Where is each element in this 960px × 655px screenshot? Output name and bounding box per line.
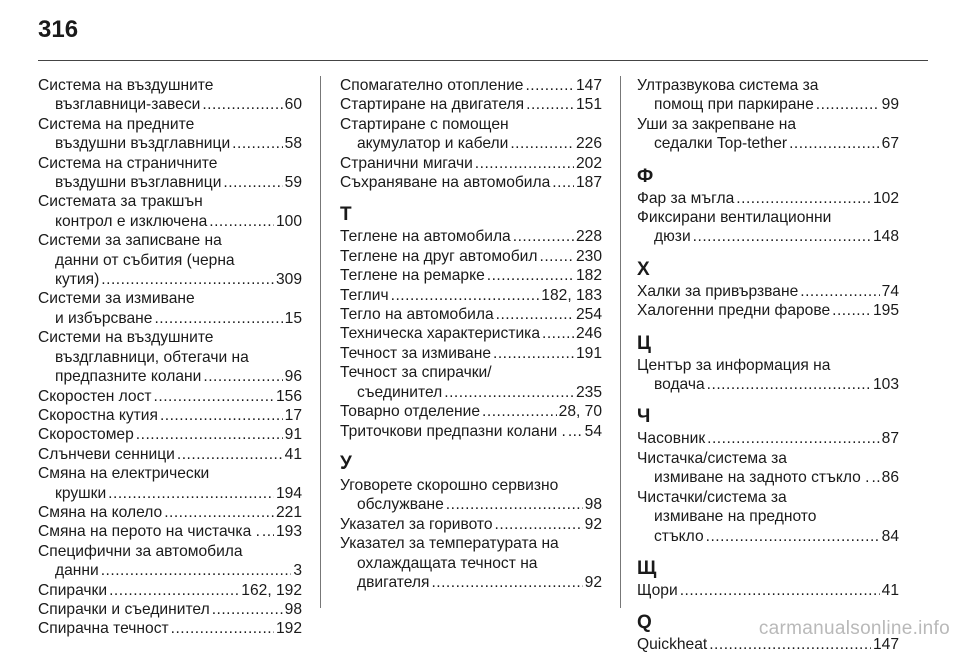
index-column-1 <box>38 76 302 639</box>
entry-text: Теглене на ремарке <box>340 267 485 285</box>
entry-page-ref: 103 <box>872 376 899 394</box>
entry-page-ref: 99 <box>881 96 899 114</box>
entry-text: Течност за измиване <box>340 344 491 362</box>
entry-text: охлаждащата течност на <box>357 554 538 572</box>
entry-text: водача <box>654 376 705 394</box>
entry-text: Течност за спирачки/ <box>340 364 492 382</box>
entry-text: Системи за записване на <box>38 232 222 250</box>
index-entry <box>637 115 899 154</box>
entry-page-ref: 60 <box>284 96 302 114</box>
entry-text: и избърсване <box>55 309 153 327</box>
index-entry <box>38 464 302 503</box>
index-entry <box>637 581 899 600</box>
dot-leader <box>209 212 274 231</box>
entry-page-ref: 221 <box>275 503 302 521</box>
dot-leader <box>487 266 574 285</box>
entry-page-ref: 92 <box>584 573 602 591</box>
dot-leader <box>832 301 871 320</box>
index-column-3 <box>637 76 899 655</box>
index-entry <box>38 503 302 522</box>
entry-page-ref: 309 <box>275 271 302 289</box>
entry-page-ref: 162, 192 <box>241 581 302 599</box>
index-entry <box>340 115 602 154</box>
entry-text: предпазните колани <box>55 368 202 386</box>
entry-text: Ултразвукова система за <box>637 77 819 94</box>
entry-page-ref: 151 <box>575 96 602 114</box>
entry-text: Специфични за автомобила <box>38 542 243 560</box>
dot-leader <box>707 429 880 448</box>
entry-text: Теглич <box>340 286 389 304</box>
entry-page-ref: 195 <box>872 302 899 320</box>
index-entry <box>637 208 899 247</box>
entry-text: Уши за закрепване на <box>637 115 797 133</box>
entry-text: Уговорете скорошно сервизно <box>340 476 559 494</box>
index-entry <box>340 76 602 95</box>
index-entry <box>38 425 302 444</box>
dot-leader <box>171 619 274 638</box>
entry-text: Халки за привързване <box>637 282 799 300</box>
entry-text: обслужване <box>357 496 444 514</box>
entry-text: въздглавници, обтегачи на <box>55 348 249 366</box>
index-entry <box>38 154 302 193</box>
entry-text: Скоростен лост <box>38 387 152 405</box>
entry-text: двигателя <box>357 573 430 591</box>
entry-page-ref: 235 <box>575 383 602 401</box>
entry-text: измиване на задното стъкло . <box>654 469 870 487</box>
entry-page-ref: 84 <box>881 527 899 545</box>
dot-leader <box>223 173 282 192</box>
entry-text: Съхраняване на автомобила <box>340 174 551 192</box>
index-entry <box>38 445 302 464</box>
entry-page-ref: 98 <box>284 600 302 618</box>
entry-text: Система на въздушните <box>38 77 214 94</box>
entry-text: Quickheat <box>637 636 708 654</box>
index-entry <box>38 76 302 115</box>
dot-leader <box>446 495 583 514</box>
index-entry <box>340 363 602 402</box>
index-entry <box>340 422 602 441</box>
entry-text: дюзи <box>654 228 691 246</box>
entry-text: Смяна на колело <box>38 503 163 521</box>
index-entry <box>38 115 302 154</box>
entry-text: Спомагателно отопление <box>340 77 524 94</box>
entry-text: Указател за горивото <box>340 515 493 533</box>
dot-leader <box>232 134 282 153</box>
entry-page-ref: 17 <box>284 406 302 424</box>
entry-page-ref: 202 <box>575 154 602 172</box>
dot-leader <box>539 247 573 266</box>
index-entry <box>340 95 602 114</box>
entry-text: Спирачна течност <box>38 620 169 638</box>
entry-text: данни от събития (черна <box>55 251 235 269</box>
entry-text: възглавници-завеси <box>55 96 201 114</box>
index-entry <box>38 619 302 638</box>
entry-text: Чистачка/система за <box>637 449 787 467</box>
header-rule <box>38 60 928 61</box>
index-letter-heading: Щ <box>637 557 657 579</box>
index-entry <box>340 173 602 192</box>
dot-leader <box>101 270 274 289</box>
entry-text: Фиксирани вентилационни <box>637 209 832 227</box>
entry-page-ref: 96 <box>284 368 302 386</box>
index-letter-heading: Х <box>637 258 650 280</box>
entry-page-ref: 182, 183 <box>541 286 602 304</box>
entry-page-ref: 91 <box>284 426 302 444</box>
dot-leader <box>431 573 582 592</box>
dot-leader <box>391 286 540 305</box>
entry-page-ref: 87 <box>881 430 899 448</box>
entry-page-ref: 246 <box>575 325 602 343</box>
watermark: carmanualsonline.info <box>758 618 950 639</box>
entry-text: Система на страничните <box>38 154 218 172</box>
index-entry <box>637 449 899 488</box>
entry-page-ref: 92 <box>584 515 602 533</box>
entry-text: Техническа характеристика <box>340 325 541 343</box>
entry-page-ref: 74 <box>881 282 899 300</box>
entry-text: Чистачки/система за <box>637 488 787 506</box>
entry-text: Указател за температурата на <box>340 535 559 553</box>
entry-page-ref: 28, 70 <box>558 403 602 421</box>
index-entry <box>637 76 899 115</box>
index-entry <box>340 476 602 515</box>
dot-leader <box>475 154 574 173</box>
entry-page-ref: 100 <box>275 212 302 230</box>
entry-page-ref: 191 <box>575 344 602 362</box>
entry-page-ref: 254 <box>575 306 602 324</box>
index-letter-heading: У <box>340 452 352 474</box>
entry-page-ref: 193 <box>275 523 302 541</box>
entry-page-ref: 187 <box>575 174 602 192</box>
column-divider <box>320 76 321 608</box>
entry-page-ref: 147 <box>575 77 602 94</box>
index-column-2 <box>340 76 602 592</box>
entry-text: Смяна на перото на чистачка . <box>38 523 260 541</box>
entry-page-ref: 147 <box>872 636 899 654</box>
entry-text: акумулатор и кабели <box>357 135 509 153</box>
entry-page-ref: 230 <box>575 247 602 265</box>
page-number: 316 <box>38 16 79 43</box>
entry-text: Стартиране на двигателя <box>340 96 525 114</box>
dot-leader <box>542 324 574 343</box>
entry-text: стъкло <box>654 527 704 545</box>
entry-text: Център за информация на <box>637 356 831 374</box>
entry-page-ref: 194 <box>275 484 302 502</box>
entry-page-ref: 102 <box>872 189 899 207</box>
index-entry <box>637 429 899 448</box>
entry-text: Теглене на автомобила <box>340 228 511 246</box>
dot-leader <box>164 503 274 522</box>
entry-page-ref: 41 <box>881 581 899 599</box>
index-entry <box>340 324 602 343</box>
dot-leader <box>680 581 880 600</box>
entry-page-ref: 54 <box>584 422 602 440</box>
entry-text: крушки <box>55 484 107 502</box>
index-entry <box>38 406 302 425</box>
entry-text: Теглене на друг автомобил <box>340 247 538 265</box>
index-entry <box>340 286 602 305</box>
index-entry <box>340 305 602 324</box>
entry-text: Скоростна кутия <box>38 406 158 424</box>
entry-page-ref: 182 <box>575 267 602 285</box>
entry-text: Спирачки <box>38 581 108 599</box>
dot-leader <box>212 600 283 619</box>
index-entry <box>38 231 302 289</box>
index-letter-heading: Т <box>340 204 352 226</box>
index-entry <box>340 402 602 421</box>
dot-leader <box>262 522 274 541</box>
dot-leader <box>160 406 283 425</box>
entry-text: Триточкови предпазни колани . <box>340 422 566 440</box>
dot-leader <box>154 387 274 406</box>
entry-page-ref: 228 <box>575 228 602 246</box>
entry-page-ref: 58 <box>284 135 302 153</box>
dot-leader <box>706 527 880 546</box>
index-entry <box>38 387 302 406</box>
index-letter-heading: Q <box>637 612 652 634</box>
dot-leader <box>552 173 574 192</box>
dot-leader <box>526 95 574 114</box>
dot-leader <box>177 445 283 464</box>
index-entry <box>38 581 302 600</box>
index-entry <box>38 289 302 328</box>
entry-text: Смяна на електрически <box>38 465 210 483</box>
dot-leader <box>568 422 583 441</box>
dot-leader <box>789 134 880 153</box>
entry-text: Часовник <box>637 430 706 448</box>
dot-leader <box>154 309 282 328</box>
dot-leader <box>202 95 282 114</box>
entry-page-ref: 98 <box>584 496 602 514</box>
entry-text: въздушни възглавници <box>55 174 222 192</box>
entry-page-ref: 3 <box>293 562 302 580</box>
entry-text: Стартиране с помощен <box>340 115 509 133</box>
dot-leader <box>495 515 583 534</box>
index-entry <box>637 282 899 301</box>
index-entry <box>340 266 602 285</box>
dot-leader <box>136 425 283 444</box>
index-entry <box>637 356 899 395</box>
dot-leader <box>693 227 871 246</box>
entry-page-ref: 41 <box>284 445 302 463</box>
index-entry <box>38 600 302 619</box>
entry-text: контрол е изключена <box>55 212 208 230</box>
entry-text: Странични мигачи <box>340 154 473 172</box>
column-divider <box>620 76 621 608</box>
dot-leader <box>203 367 282 386</box>
index-letter-heading: Ч <box>637 406 651 428</box>
dot-leader <box>707 375 871 394</box>
dot-leader <box>108 484 274 503</box>
dot-leader <box>496 305 574 324</box>
entry-page-ref: 148 <box>872 228 899 246</box>
dot-leader <box>871 468 879 487</box>
entry-text: съединител <box>357 383 443 401</box>
index-entry <box>340 227 602 246</box>
dot-leader <box>800 282 879 301</box>
index-letter-heading: Ц <box>637 332 651 354</box>
entry-page-ref: 86 <box>881 469 899 487</box>
index-entry <box>637 301 899 320</box>
dot-leader <box>109 581 239 600</box>
entry-text: Щори <box>637 581 678 599</box>
entry-text: Товарно отделение <box>340 403 481 421</box>
entry-text: кутия) <box>55 271 100 289</box>
index-entry <box>38 192 302 231</box>
dot-leader <box>816 95 880 114</box>
dot-leader <box>482 402 557 421</box>
index-entry <box>38 328 302 386</box>
index-entry <box>637 189 899 208</box>
entry-text: въздушни въздглавници <box>55 135 231 153</box>
entry-text: данни <box>55 562 99 580</box>
index-letter-heading: Ф <box>637 165 654 187</box>
entry-text: Слънчеви сенници <box>38 445 175 463</box>
entry-text: Спирачки и съединител <box>38 600 210 618</box>
dot-leader <box>444 383 574 402</box>
dot-leader <box>493 344 574 363</box>
entry-text: Система на предните <box>38 115 195 133</box>
index-entry <box>340 247 602 266</box>
entry-text: Скоростомер <box>38 426 134 444</box>
dot-leader <box>525 76 574 95</box>
entry-text: Фар за мъгла <box>637 189 735 207</box>
index-entry <box>340 515 602 534</box>
index-entry <box>38 542 302 581</box>
entry-text: помощ при паркиране <box>654 96 814 114</box>
index-entry <box>340 344 602 363</box>
entry-text: Системи на въздушните <box>38 329 214 347</box>
index-entry <box>637 488 899 546</box>
entry-page-ref: 15 <box>284 309 302 327</box>
entry-page-ref: 226 <box>575 135 602 153</box>
entry-page-ref: 156 <box>275 387 302 405</box>
index-entry <box>340 154 602 173</box>
entry-text: Халогенни предни фарове <box>637 302 831 320</box>
index-entry <box>38 522 302 541</box>
entry-text: Тегло на автомобила <box>340 306 494 324</box>
entry-page-ref: 67 <box>881 135 899 153</box>
dot-leader <box>510 134 574 153</box>
dot-leader <box>513 227 574 246</box>
entry-text: Системата за тракшън <box>38 193 203 211</box>
entry-text: измиване на предното <box>654 508 817 526</box>
dot-leader <box>736 189 871 208</box>
entry-page-ref: 192 <box>275 620 302 638</box>
entry-text: седалки Top-tether <box>654 135 788 153</box>
dot-leader <box>101 561 292 580</box>
entry-text: Системи за измиване <box>38 290 195 308</box>
index-entry <box>340 534 602 592</box>
entry-page-ref: 59 <box>284 174 302 192</box>
